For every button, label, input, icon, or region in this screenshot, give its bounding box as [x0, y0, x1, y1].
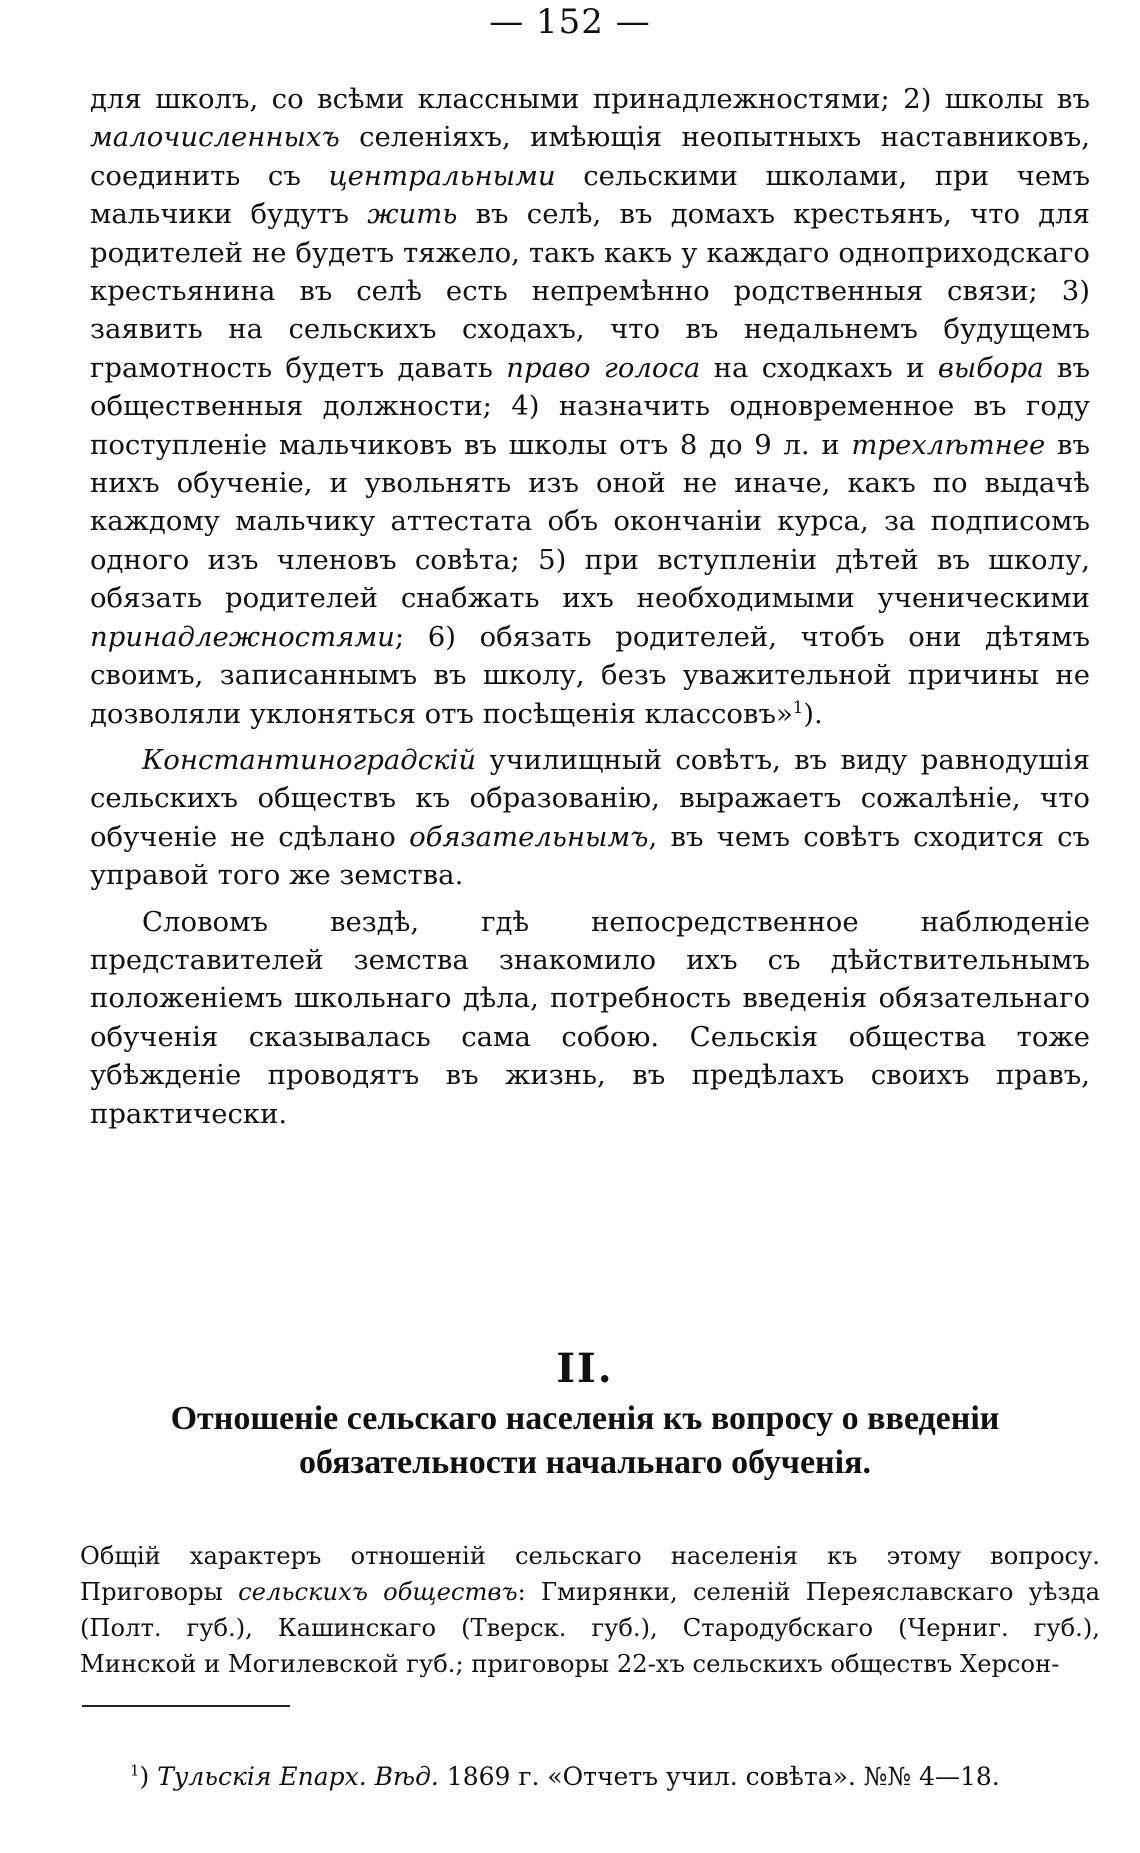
footnote-reference: 1 — [792, 697, 804, 717]
text-run: въ селѣ, въ домахъ крестьянъ, что для родителей не будетъ тяжело, такъ какъ у каждаго однoприходскаго крестьянина въ селѣ есть непремѣнно родственныя связи; 3) заявить на сельскихъ сходахъ, что въ недальнемъ будущемъ грамотность будетъ давать — [90, 198, 1090, 384]
footnote-divider — [82, 1705, 290, 1707]
italic-run: малочисленныхъ — [90, 121, 340, 154]
text-run: въ общественныя должности; 4) назначить одновременное въ году поступленіе мальчиковъ въ школы отъ 8 до 9 л. и — [90, 351, 1090, 461]
footnote-mark: 1 — [130, 1761, 140, 1780]
text-run: на сходкахъ и — [700, 351, 938, 384]
italic-run: жить — [367, 198, 458, 231]
page-number: — 152 — — [489, 2, 651, 42]
italic-run: сельскихъ обществъ — [238, 1578, 518, 1606]
text-run: : Гмирянки, селеній Переяславскаго уѣзда (Полт. губ.), Кашинскаго (Тверск. губ.), Стародубскаго (Черниг. губ.), Минской и Могилевской губ.; приговоры 22-хъ сельскихъ обществъ Херсон- — [80, 1578, 1100, 1678]
text-run: въ нихъ обученіе, и увольнять изъ оной не иначе, какъ по выдачѣ каждому мальчику аттестата объ окончаніи курса, за подписомъ одного изъ членовъ совѣта; 5) при вступленіи дѣтей въ школу, обязать родителей снабжать ихъ необходимыми ученическими — [90, 428, 1090, 615]
section-heading-block — [70, 1345, 1100, 1485]
section-summary-paragraph — [80, 1538, 1100, 1682]
section-summary — [80, 1538, 1100, 1682]
text-run: Общій характеръ отношеній сельскаго населенія къ этому вопросу. Приговоры — [80, 1542, 1100, 1606]
text-run: , въ чемъ совѣтъ сходится съ управой того же земства. — [90, 820, 1090, 892]
text-run: сельскими школами, при чемъ мальчики будутъ — [90, 159, 1090, 231]
italic-run: выбора — [937, 351, 1044, 384]
text-run: селеніяхъ, имѣющія неопытныхъ наставниковъ, соединить съ — [90, 121, 1090, 192]
italic-run: принадлежностями — [90, 620, 395, 653]
section-title: Отношеніе сельскаго населенія къ вопросу о введеніи обязательности начальнаго обученія. — [170, 1400, 1000, 1481]
paragraph-school-measures — [90, 80, 1090, 733]
paragraph-conclusion: Словомъ вездѣ, гдѣ непосредственное наблюденіе представителей земства знакомило ихъ съ дѣйствительнымъ положеніемъ школьнаго дѣла, потребность введенія обязательнаго обученія сказывалась сама собою. Сельскія общества тоже убѣжденіе проводятъ въ жизнь, въ предѣлахъ своихъ правъ, практически. — [90, 905, 1090, 1130]
text-run: ). — [803, 697, 823, 730]
italic-run: Константиноградскій — [142, 743, 477, 776]
italic-run: Тульскія Епарх. Вѣд. — [157, 1762, 439, 1791]
paragraph-konstantinograd — [90, 741, 1090, 895]
text-run: 1869 г. «Отчетъ учил. совѣта». №№ 4—18. — [438, 1762, 1000, 1791]
main-text-block — [90, 80, 1090, 1133]
text-run: для школъ, со всѣми классными принадлежностями; 2) школы въ — [90, 83, 1090, 115]
italic-run: трехлѣтнее — [851, 428, 1046, 461]
italic-run: право голоса — [506, 351, 701, 384]
italic-run: центральными — [328, 159, 556, 192]
text-run: ; 6) обязать родителей, чтобъ они дѣтямъ своимъ, записаннымъ въ школу, безъ уважительной причины не дозволяли уклоняться отъ посѣщенія классовъ» — [90, 620, 1090, 730]
section-number: II. — [556, 1345, 614, 1392]
footnote: $^1$) Тульскія Епарх. Вѣд. 1869 г. «Отчетъ учил. совѣта». №№ 4—18. — [130, 1761, 1000, 1791]
italic-run: обязательнымъ — [409, 820, 649, 853]
text-run: училищный совѣтъ, въ виду равнодушія сельскихъ обществъ къ образованію, выражаетъ сожалѣніе, что обученіе не сдѣлано — [90, 743, 1090, 853]
